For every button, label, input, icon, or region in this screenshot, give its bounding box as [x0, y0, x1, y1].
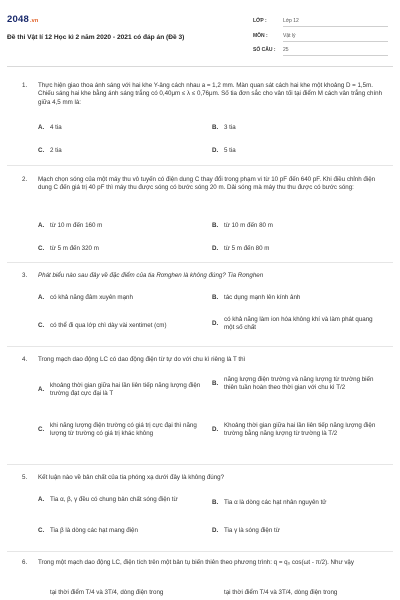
class-label: LỚP : [253, 18, 267, 24]
question-number: 4. [22, 356, 28, 363]
question-divider [7, 551, 393, 552]
question-text: Trong mạch dao động LC có dao động điện từ tự do với chu kì riêng là T thì [38, 356, 246, 363]
answer-option-c[interactable] [38, 527, 208, 535]
answer-option-c[interactable] [38, 322, 208, 330]
option-text: tác dụng mạnh lên kính ảnh [224, 294, 301, 301]
option-text: 4 tia [50, 124, 62, 131]
option-letter: D. [212, 426, 219, 434]
option-text: Tia β là dòng các hạt mang điện [50, 527, 138, 534]
option-letter: C. [38, 426, 45, 434]
question-text: Kết luận nào về bản chất của tia phóng xạ dưới đây là không đúng? [38, 474, 225, 481]
option-letter: D. [212, 147, 219, 154]
option-text: 3 tia [224, 124, 236, 131]
question-count-value: 25 [283, 47, 388, 56]
option-text: có khả năng đâm xuyên mạnh [50, 294, 133, 301]
option-letter: A. [38, 222, 45, 229]
question-text: Mạch chọn sóng của một máy thu vô tuyến có điện dung C thay đổi trong phạm vi từ 10 pF đến 640 pF. Khi điều chỉnh điện dung C đến giá trị 40 pF thì máy thu được sóng có bước sóng 20 m. Dải sóng mà máy thu thu được có bước sóng: [38, 176, 376, 192]
option-text: năng lượng điện trường và năng lượng từ trường biến thiên tuần hoàn theo thời gian với chu kì T/2 [224, 376, 374, 392]
subject-value: Vật lý [283, 33, 388, 42]
answer-option-b[interactable] [212, 499, 382, 507]
option-text: tại thời điểm T/4 và 3T/4, dòng điện trong [50, 589, 164, 596]
answer-option-c[interactable] [38, 147, 208, 155]
option-letter: A. [38, 386, 45, 394]
document-header [0, 0, 400, 64]
option-text: từ 10 m đến 80 m [224, 222, 273, 229]
page-title: Đề thi Vật lí 12 Học kì 2 năm 2020 - 2021 có đáp án (Đề 3) [7, 34, 185, 41]
subject-label: MÔN : [253, 33, 268, 39]
answer-option-d[interactable] [212, 147, 382, 155]
option-text: khi năng lượng điện trường có giá trị cực đại thì năng lượng từ trường có giá trị khác không [50, 422, 197, 438]
answer-option-b[interactable] [212, 376, 382, 393]
option-letter: A. [38, 294, 45, 301]
answer-option-b[interactable] [212, 124, 382, 132]
question-number: 2. [22, 176, 28, 183]
option-text: từ 5 m đến 80 m [224, 245, 270, 252]
question-count-label: SỐ CÂU : [253, 47, 276, 53]
option-text: có thể đi qua lớp chì dày vài xentimet (cm) [50, 322, 167, 329]
option-text: 5 tia [224, 147, 236, 154]
option-text: từ 5 m đến 320 m [50, 245, 99, 252]
option-letter: D. [212, 320, 219, 328]
answer-option-a[interactable] [38, 222, 208, 230]
answer-option-c[interactable] [38, 422, 208, 439]
option-text: Tia γ là sóng điện từ [224, 527, 280, 534]
question-number: 5. [22, 474, 28, 481]
option-letter: B. [212, 124, 219, 131]
answer-option-b[interactable] [224, 589, 394, 597]
answer-option-a[interactable] [38, 124, 208, 132]
option-letter: C. [38, 147, 45, 154]
site-logo[interactable] [7, 14, 38, 27]
answer-option-a[interactable] [38, 382, 208, 399]
question-divider [7, 464, 393, 465]
question-divider [7, 346, 393, 347]
class-value: Lớp 12 [283, 18, 388, 27]
answer-option-a[interactable] [38, 294, 208, 302]
option-text: Tia α là dòng các hạt nhân nguyên tử [224, 499, 327, 506]
question-text: Trong một mạch dao động LC, điện tích trên một bản tụ biến thiên theo phương trình: q = q₀ cos(ωt - π/2). Như vậy [38, 559, 354, 566]
option-letter: B. [212, 380, 219, 388]
option-letter: B. [212, 294, 219, 301]
logo-number: 2048 [7, 14, 29, 25]
answer-option-b[interactable] [212, 294, 382, 302]
question-number: 6. [22, 559, 28, 566]
option-text: có khả năng làm ion hóa không khí và làm phát quang một số chất [224, 316, 373, 332]
answer-option-d[interactable] [212, 527, 382, 535]
option-letter: D. [212, 245, 219, 252]
header-divider [7, 66, 393, 67]
option-letter: B. [212, 499, 219, 506]
question-text: Thực hiện giao thoa ánh sáng với hai khe Y-âng cách nhau a = 1,2 mm. Màn quan sát cách hai khe một khoảng D = 1,5m. Chiếu sáng hai khe bằng ánh sáng trắng có 0,40μm ≤ λ ≤ 0,76μm. Số tia đơn sắc cho vân tối tại điểm M cách vân trắng chính giữa 4,5 mm là: [38, 82, 383, 106]
option-letter: C. [38, 322, 45, 329]
question-number: 3. [22, 272, 28, 279]
answer-option-b[interactable] [212, 222, 382, 230]
question-number: 1. [22, 82, 28, 89]
answer-option-a[interactable] [38, 496, 208, 504]
option-text: từ 10 m đến 160 m [50, 222, 103, 229]
option-text: khoảng thời gian giữa hai lần liên tiếp năng lượng điện trường đạt cực đại là T [50, 382, 201, 398]
option-letter: D. [212, 527, 219, 534]
option-letter: B. [212, 222, 219, 229]
logo-suffix: .vn [29, 18, 39, 24]
answer-option-d[interactable] [212, 422, 382, 439]
option-text: 2 tia [50, 147, 62, 154]
question-divider [7, 262, 393, 263]
option-text: Tia α, β, γ đều có chung bản chất sóng điện từ [50, 496, 178, 503]
option-letter: A. [38, 124, 45, 131]
answer-option-d[interactable] [212, 316, 382, 333]
option-letter: C. [38, 527, 45, 534]
option-letter: C. [38, 245, 45, 252]
option-text: Khoảng thời gian giữa hai lần liên tiếp năng lượng điện trường bằng năng lượng từ trường là T/2 [224, 422, 376, 438]
option-text: tại thời điểm T/4 và 3T/4, dòng điện trong [224, 589, 338, 596]
question-text: Phát biểu nào sau đây về đặc điểm của tia Rơnghen là không đúng? Tia Rơnghen [38, 272, 264, 279]
answer-option-d[interactable] [212, 245, 382, 253]
question-divider [7, 165, 393, 166]
option-letter: A. [38, 496, 45, 503]
answer-option-a[interactable] [50, 589, 220, 597]
answer-option-c[interactable] [38, 245, 208, 253]
